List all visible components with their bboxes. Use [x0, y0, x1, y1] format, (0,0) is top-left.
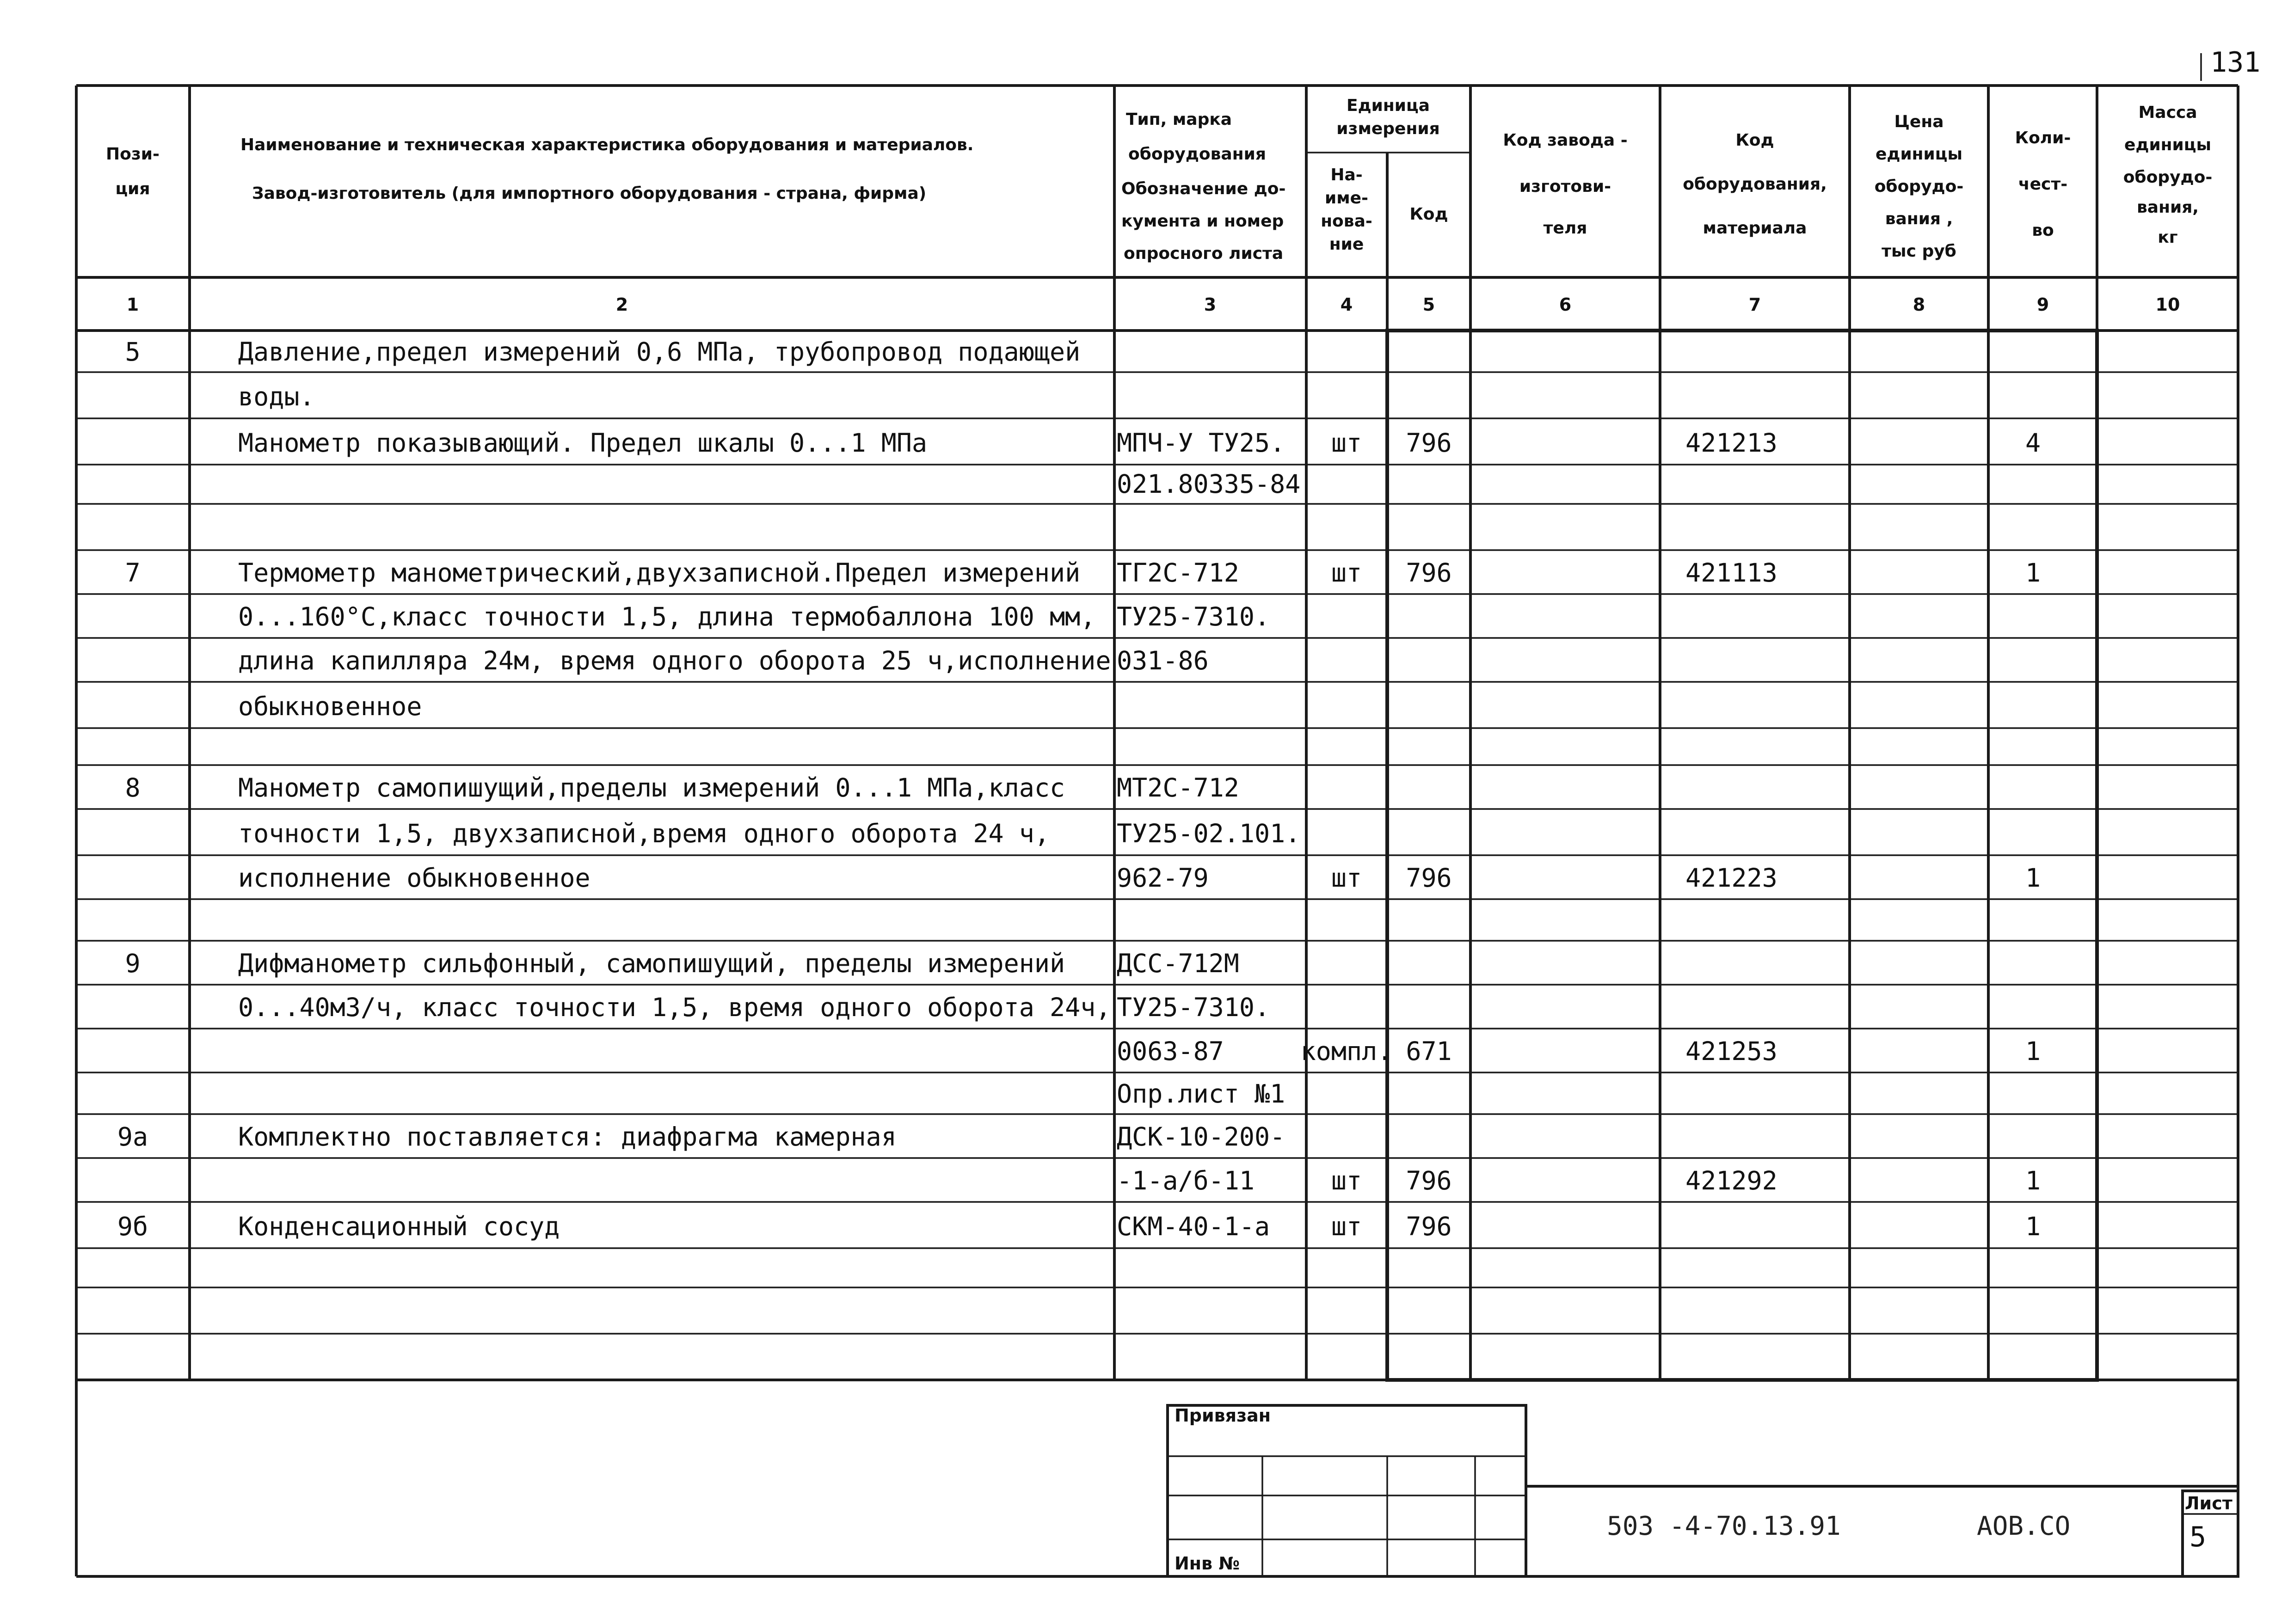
column-number: 6	[1559, 294, 1572, 315]
header-unit-name-line2: име-	[1324, 189, 1369, 208]
cell-unit: шт	[1331, 1166, 1362, 1195]
column-number: 4	[1340, 294, 1353, 315]
header-mass-line3: оборудо-	[2123, 168, 2213, 187]
cell-qty: 1	[2025, 1036, 2041, 1066]
cell-eq: 421213	[1685, 428, 1777, 458]
cell-type: СКМ-40-1-а	[1117, 1212, 1270, 1241]
cell-name: обыкновенное	[238, 692, 422, 721]
header-position-line1: Пози-	[106, 145, 160, 164]
column-number: 10	[2155, 294, 2180, 315]
cell-unit: шт	[1331, 863, 1362, 893]
header-price-line5: тыс руб	[1882, 242, 1956, 261]
cell-code: 796	[1406, 558, 1452, 588]
table-row	[125, 949, 1239, 978]
cell-code: 796	[1406, 1212, 1452, 1241]
cell-code: 671	[1406, 1036, 1452, 1066]
cell-code: 796	[1406, 1166, 1452, 1195]
cell-type: ТУ25-02.101.	[1117, 819, 1301, 848]
cell-pos: 7	[125, 558, 141, 588]
header-name-line2: Завод-изготовитель (для импортного оборудования - страна, фирма)	[252, 184, 927, 203]
header-unit-line1: Единица	[1347, 96, 1430, 115]
header-eqcode-line2: оборудования,	[1683, 175, 1827, 194]
cell-type: 031-86	[1117, 646, 1209, 675]
sheet-number: 131	[2210, 46, 2261, 79]
table-row	[117, 1122, 1285, 1152]
header-qty-line3: во	[2032, 221, 2054, 240]
cell-name: Давление,предел измерений 0,6 МПа, трубопровод подающей	[238, 337, 1081, 367]
header-unit-code: Код	[1409, 205, 1448, 224]
column-number: 3	[1204, 294, 1217, 315]
cell-eq: 421253	[1685, 1036, 1777, 1066]
cell-type: ДСК-10-200-	[1117, 1122, 1285, 1152]
table-row	[1117, 1079, 1285, 1109]
header-mass-line2: единицы	[2124, 135, 2212, 154]
header-mass-line1: Масса	[2138, 103, 2197, 122]
table-row	[238, 819, 1300, 848]
table-header	[106, 96, 2212, 263]
cell-name: Термометр манометрический,двухзаписной.Предел измерений	[238, 558, 1081, 588]
cell-unit: шт	[1331, 428, 1362, 458]
cell-name: воды.	[238, 382, 315, 411]
column-number: 5	[1422, 294, 1435, 315]
column-number: 9	[2036, 294, 2049, 315]
header-type-line3: Обозначение до-	[1121, 179, 1286, 198]
cell-name: Комплектно поставляется: диафрагма камерная	[238, 1122, 897, 1152]
inventory-number-label: Инв №	[1175, 1553, 1240, 1574]
table-row	[238, 428, 2041, 458]
header-unit-name-line4: ние	[1329, 235, 1364, 254]
cell-type: МПЧ-У ТУ25.	[1117, 428, 1285, 458]
header-plant-line2: изготови-	[1519, 177, 1611, 196]
header-type-line4: кумента и номер	[1121, 212, 1284, 231]
table-row	[238, 382, 315, 411]
cell-eq: 421292	[1685, 1166, 1777, 1195]
header-type-line1: Тип, марка	[1126, 110, 1232, 129]
cell-name: Дифманометр сильфонный, самопишущий, пределы измерений	[238, 949, 1065, 978]
cell-code: 796	[1406, 428, 1452, 458]
cell-unit: шт	[1331, 1212, 1362, 1241]
title-block	[1168, 1405, 2238, 1576]
cell-type: ТУ25-7310.	[1117, 602, 1270, 631]
cell-pos: 9	[125, 949, 141, 978]
column-number: 2	[615, 294, 628, 315]
attached-label: Привязан	[1175, 1405, 1271, 1426]
document-code: 503 -4-70.13.91	[1607, 1511, 1841, 1541]
cell-type: МТ2С-712	[1117, 773, 1239, 803]
cell-eq: 421113	[1685, 558, 1777, 588]
cell-name: точности 1,5, двухзаписной,время одного оборота 24 ч,	[238, 819, 1050, 848]
table-row	[1117, 1036, 2041, 1066]
table-row	[1117, 1166, 2041, 1195]
cell-type: ДСС-712М	[1117, 949, 1239, 978]
table-row	[238, 863, 2041, 893]
header-eqcode-line3: материала	[1703, 219, 1807, 238]
table-row	[125, 773, 1239, 803]
header-unit-name-line3: нова-	[1321, 212, 1372, 231]
cell-type: -1-а/б-11	[1117, 1166, 1255, 1195]
table-row	[125, 558, 2041, 588]
header-type-line2: оборудования	[1128, 145, 1266, 164]
cell-name: 0...160°С,класс точности 1,5, длина термобаллона 100 мм,	[238, 602, 1096, 631]
cell-eq: 421223	[1685, 863, 1777, 893]
cell-name: Конденсационный сосуд	[238, 1212, 560, 1241]
cell-type: 0063-87	[1117, 1036, 1224, 1066]
header-plant-line3: теля	[1543, 219, 1587, 238]
header-position-line2: ция	[115, 179, 150, 198]
cell-unit: компл.	[1300, 1036, 1393, 1066]
cell-name: Манометр показывающий. Предел шкалы 0...1 МПа	[238, 428, 928, 458]
table-row	[117, 1212, 2041, 1241]
cell-qty: 1	[2025, 1212, 2041, 1241]
table-row	[238, 692, 422, 721]
header-qty-line2: чест-	[2018, 175, 2068, 194]
cell-code: 796	[1406, 863, 1452, 893]
table-row	[238, 646, 1209, 675]
cell-pos: 8	[125, 773, 141, 803]
sheet-value: 5	[2189, 1521, 2207, 1553]
header-price-line4: вания ,	[1885, 209, 1953, 228]
cell-name: исполнение обыкновенное	[238, 863, 590, 893]
document-mark: АОВ.СО	[1977, 1511, 2071, 1541]
cell-type: 021.80335-84	[1117, 469, 1301, 499]
header-mass-line4: вания,	[2137, 198, 2199, 217]
column-number: 7	[1748, 294, 1761, 315]
header-name-line1: Наименование и техническая характеристика оборудования и материалов.	[240, 135, 974, 154]
column-number: 8	[1913, 294, 1925, 315]
header-price-line1: Цена	[1894, 112, 1944, 131]
column-number-row	[127, 294, 2180, 315]
table-body	[76, 337, 2238, 1334]
header-unit-line2: измерения	[1336, 119, 1440, 138]
cell-name: 0...40м3/ч, класс точности 1,5, время одного оборота 24ч,	[238, 993, 1111, 1022]
table-row	[1117, 469, 1300, 499]
column-number: 1	[126, 294, 139, 315]
cell-qty: 1	[2025, 558, 2041, 588]
cell-type: Опр.лист №1	[1117, 1079, 1285, 1109]
cell-type: 962-79	[1117, 863, 1209, 893]
cell-type: ТУ25-7310.	[1117, 993, 1270, 1022]
sheet-label: Лист	[2185, 1493, 2232, 1514]
header-unit-name-line1: На-	[1330, 165, 1363, 184]
header-price-line2: единицы	[1875, 145, 1963, 164]
cell-type: ТГ2С-712	[1117, 558, 1239, 588]
header-qty-line1: Коли-	[2015, 129, 2071, 147]
cell-unit: шт	[1331, 558, 1362, 588]
header-type-line5: опросного листа	[1124, 244, 1284, 263]
table-row	[125, 337, 1080, 367]
cell-pos: 9а	[117, 1122, 148, 1152]
header-plant-line1: Код завода -	[1503, 131, 1628, 150]
header-eqcode-line1: Код	[1735, 131, 1774, 150]
header-mass-line5: кг	[2158, 228, 2178, 247]
cell-name: длина капилляра 24м, время одного оборота 25 ч,исполнение	[238, 646, 1111, 675]
cell-qty: 1	[2025, 1166, 2041, 1195]
cell-qty: 1	[2025, 863, 2041, 893]
cell-qty: 4	[2025, 428, 2041, 458]
cell-pos: 5	[125, 337, 141, 367]
cell-name: Манометр самопишущий,пределы измерений 0...1 МПа,класс	[238, 773, 1065, 803]
header-price-line3: оборудо-	[1874, 177, 1964, 196]
cell-pos: 9б	[117, 1212, 148, 1241]
